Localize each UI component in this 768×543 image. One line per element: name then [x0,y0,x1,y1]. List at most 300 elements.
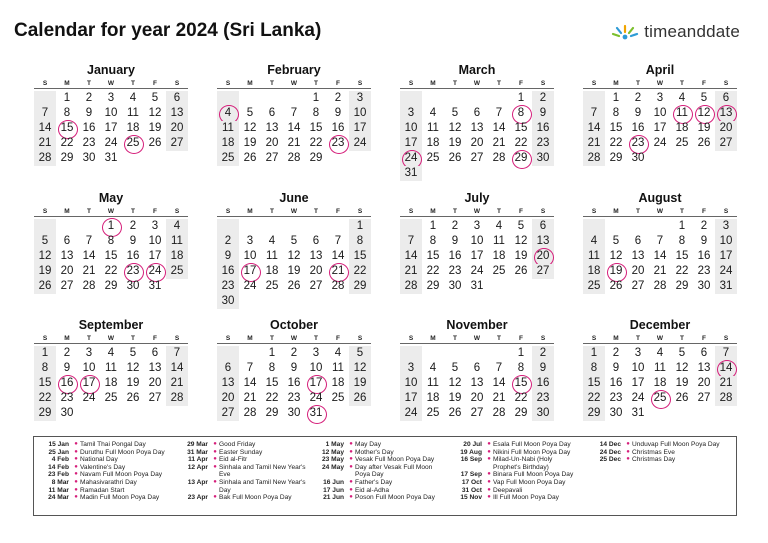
holiday-date: 24 Dec [599,448,621,456]
day-cell: 27 [217,406,239,421]
holiday-name: Good Friday [219,441,256,448]
legend-item [451,441,581,449]
weekday-header: M [247,80,253,87]
day-cell: 22 [104,265,118,277]
weekday-header: S [723,208,729,215]
day-cell: 3 [107,92,115,104]
day-cell: 27 [697,392,711,404]
day-cell: 11 [105,362,117,374]
weekday-header-row [583,79,737,89]
day-cell: 15 [426,250,440,262]
month-name: December [629,318,691,332]
day-cell: 30 [126,280,140,292]
legend-column [177,441,307,502]
day-cell: 14 [583,121,605,136]
empty-cell [327,219,349,234]
holiday-name: Sinhala and Tamil New Year's Day [219,478,306,494]
day-cell: 2 [612,347,620,359]
day-cell: 21 [287,137,301,149]
day-cell: 16 [331,122,345,134]
day-cell: 20 [697,377,711,389]
day-cell: 13 [697,362,711,374]
day-cell: 26 [148,137,162,149]
day-cell: 23 [60,392,74,404]
bullet-icon: ● [74,463,78,470]
holiday-day-cell: 21 [327,264,349,279]
weekday-header: S [225,80,231,87]
day-cell: 29 [675,280,689,292]
empty-cell [305,219,327,234]
day-cell: 6 [312,235,320,247]
day-cell: 8 [268,362,276,374]
day-cell: 22 [60,137,74,149]
day-cell: 2 [700,220,708,232]
holiday-name: Mahasivarathri Day [80,478,137,486]
holiday-date: 14 Feb [48,463,69,471]
day-cell: 8 [34,361,56,376]
holiday-day-cell: 23 [122,264,144,279]
weekday-header: T [131,335,135,342]
day-cell: 2 [634,92,642,104]
day-cell: 28 [492,407,506,419]
day-cell: 26 [126,392,140,404]
day-cell: 3 [349,91,371,106]
day-cell: 20 [715,121,737,136]
day-cell: 14 [400,249,422,264]
holiday-name: National Day [80,456,118,464]
day-cell: 19 [675,377,689,389]
bullet-icon: ● [487,448,491,455]
day-cell: 19 [34,264,56,279]
weekday-header: F [702,208,706,215]
day-cell: 14 [34,121,56,136]
legend-item [38,464,168,472]
day-cell: 21 [243,392,257,404]
day-cell: 27 [60,280,74,292]
day-cell: 23 [217,279,239,294]
legend-column [38,441,168,502]
legend-item [313,456,443,464]
weekday-header: S [540,208,546,215]
day-cell: 23 [287,392,301,404]
day-cell: 7 [583,106,605,121]
day-cell: 15 [309,122,323,134]
holiday-day-cell: 11 [671,106,693,121]
weekday-header: F [153,208,157,215]
weekday-header: M [430,335,436,342]
weekday-header-row [400,79,554,89]
day-cell: 11 [654,362,666,374]
day-cell: 25 [217,151,239,166]
bullet-icon: ● [213,463,217,470]
day-cell: 6 [63,235,71,247]
legend-item [177,449,307,457]
day-cell: 25 [583,279,605,294]
legend-item [177,494,307,502]
day-cell: 26 [34,279,56,294]
holiday-date: 31 Mar [187,448,208,456]
day-cell: 20 [309,265,323,277]
holiday-date: 24 Mar [48,494,69,502]
weekday-header: T [453,208,457,215]
day-cell: 30 [287,407,301,419]
holiday-day-cell: 29 [510,151,532,166]
day-cell: 21 [82,265,96,277]
day-cell: 29 [309,152,323,164]
day-cell: 5 [34,234,56,249]
legend-item [177,456,307,464]
day-cell: 20 [470,137,484,149]
holiday-name: Nikini Full Moon Poya Day [493,448,571,456]
day-cell: 21 [492,137,506,149]
day-grid [34,91,188,166]
holiday-day-cell: 19 [605,264,627,279]
weekday-header: W [656,335,664,342]
day-cell: 29 [265,407,279,419]
bullet-icon: ● [349,486,353,493]
day-cell: 31 [104,152,118,164]
day-cell: 5 [129,347,137,359]
day-cell: 22 [426,265,440,277]
legend-item [313,441,443,449]
day-cell: 3 [400,361,422,376]
day-cell: 10 [470,235,484,247]
weekday-header: T [87,335,91,342]
day-cell: 27 [265,152,279,164]
day-cell: 8 [612,107,620,119]
bullet-icon: ● [349,463,353,470]
day-cell: 24 [653,137,667,149]
day-cell: 18 [492,250,506,262]
day-cell: 9 [129,235,137,247]
day-cell: 22 [583,391,605,406]
weekday-header-row [34,79,188,89]
day-cell: 6 [268,107,276,119]
day-cell: 4 [268,235,276,247]
day-cell: 8 [678,235,686,247]
day-cell: 9 [290,362,298,374]
weekday-header: W [107,80,115,87]
holiday-day-cell: 15 [56,121,78,136]
weekday-header: M [64,335,70,342]
empty-cell [217,91,239,106]
day-cell: 5 [290,235,298,247]
day-cell: 18 [331,377,345,389]
day-grid [34,346,188,421]
day-cell: 20 [631,265,645,277]
day-cell: 11 [166,234,188,249]
holiday-name: Binara Full Moon Poya Day [493,471,574,479]
month-name: June [279,191,309,205]
day-cell: 17 [148,250,162,262]
day-cell: 18 [426,137,440,149]
day-cell: 4 [429,107,437,119]
day-cell: 7 [34,106,56,121]
day-cell: 12 [675,362,689,374]
holiday-date: 11 Apr [188,456,208,464]
weekday-header: M [613,80,619,87]
legend-item [313,494,443,502]
weekday-header: S [723,80,729,87]
holiday-day-cell: 16 [56,376,78,391]
day-cell: 10 [104,107,118,119]
holiday-date: 20 Jul [463,441,482,448]
day-cell: 26 [609,280,623,292]
holiday-date: 15 Nov [460,494,482,502]
legend-item [38,441,168,449]
bullet-icon: ● [487,441,491,447]
day-cell: 26 [287,280,301,292]
holiday-date: 16 Jun [323,478,344,486]
day-cell: 13 [309,250,323,262]
month-june [217,190,371,309]
day-cell: 30 [60,407,74,419]
empty-cell [34,219,56,234]
holiday-day-cell: 17 [78,376,100,391]
day-cell: 22 [349,264,371,279]
month-name: November [446,318,508,332]
day-cell: 8 [517,362,525,374]
legend-item [38,471,168,479]
day-cell: 13 [631,250,645,262]
weekday-header: S [42,335,48,342]
day-cell: 13 [60,250,74,262]
legend-item [38,456,168,464]
day-cell: 24 [104,137,118,149]
bullet-icon: ● [349,441,353,447]
holiday-date: 29 Mar [187,441,208,448]
day-cell: 15 [514,122,528,134]
day-cell: 11 [127,107,139,119]
bullet-icon: ● [213,494,217,501]
day-cell: 28 [400,279,422,294]
day-cell: 14 [287,122,301,134]
day-cell: 11 [266,250,278,262]
weekday-header: F [336,208,340,215]
weekday-header-row [217,334,371,344]
weekday-header: F [519,208,523,215]
day-grid [34,219,188,294]
day-cell: 6 [473,107,481,119]
weekday-header: W [290,335,298,342]
day-cell: 25 [426,407,440,419]
day-cell: 10 [349,106,371,121]
day-cell: 27 [631,280,645,292]
day-cell: 18 [126,122,140,134]
day-cell: 12 [126,362,140,374]
weekday-header: W [473,335,481,342]
day-cell: 1 [312,92,320,104]
weekday-header: M [247,335,253,342]
day-cell: 15 [265,377,279,389]
day-cell: 9 [63,362,71,374]
day-cell: 16 [532,121,554,136]
day-cell: 2 [334,92,342,104]
day-cell: 6 [166,91,188,106]
day-grid [583,219,737,294]
weekday-header: S [225,208,231,215]
weekday-header: S [42,208,48,215]
weekday-header: M [247,208,253,215]
day-cell: 4 [656,347,664,359]
day-cell: 6 [715,91,737,106]
day-cell: 4 [583,234,605,249]
day-cell: 1 [612,92,620,104]
day-cell: 18 [217,136,239,151]
day-cell: 11 [217,121,239,136]
weekday-header: S [723,335,729,342]
day-cell: 10 [148,235,162,247]
day-cell: 30 [532,406,554,421]
day-cell: 13 [166,106,188,121]
day-cell: 28 [492,152,506,164]
holiday-name: Vesak Full Moon Poya Day [355,456,435,464]
day-cell: 3 [85,347,93,359]
day-cell: 20 [60,265,74,277]
holiday-day-cell: 24 [400,151,422,166]
empty-cell [400,346,422,361]
holiday-day-cell: 20 [532,249,554,264]
empty-cell [217,219,239,234]
weekday-header: S [408,335,414,342]
day-cell: 20 [166,121,188,136]
day-cell: 14 [653,250,667,262]
weekday-header: T [453,80,457,87]
empty-cell [488,346,510,361]
holiday-date: 25 Jan [48,448,69,456]
day-cell: 5 [678,347,686,359]
weekday-header: S [174,80,180,87]
day-cell: 7 [334,235,342,247]
day-cell: 7 [400,234,422,249]
weekday-header: T [131,80,135,87]
holiday-date: 23 May [322,456,344,464]
day-grid [400,219,554,294]
weekday-header: F [336,80,340,87]
day-cell: 23 [448,265,462,277]
weekday-header: M [430,208,436,215]
day-cell: 16 [448,250,462,262]
weekday-header: W [290,80,298,87]
day-cell: 25 [265,280,279,292]
day-cell: 1 [678,220,686,232]
bullet-icon: ● [74,448,78,455]
holiday-day-cell: 15 [510,376,532,391]
sun-ray-icon [610,22,640,42]
day-cell: 5 [451,107,459,119]
holiday-name: Valentine's Day [80,463,126,471]
day-cell: 17 [104,122,118,134]
empty-cell [422,346,444,361]
weekday-header: W [473,80,481,87]
holiday-name: Deepavali [493,486,523,494]
day-cell: 16 [532,376,554,391]
day-cell: 10 [82,362,96,374]
day-cell: 12 [34,249,56,264]
bullet-icon: ● [626,456,630,463]
day-cell: 6 [634,235,642,247]
day-cell: 18 [583,264,605,279]
bullet-icon: ● [349,448,353,455]
legend-item [38,479,168,487]
holiday-name: Duruthu Full Moon Poya Day [80,448,165,456]
day-cell: 10 [400,376,422,391]
day-cell: 24 [243,280,257,292]
day-cell: 19 [448,137,462,149]
weekday-header: S [591,208,597,215]
weekday-header: T [680,80,684,87]
weekday-header: F [702,80,706,87]
weekday-header: M [613,208,619,215]
day-cell: 4 [429,362,437,374]
weekday-header: S [225,335,231,342]
holiday-name: Sinhala and Tamil New Year's Eve [219,463,306,479]
day-cell: 13 [470,377,484,389]
day-cell: 1 [517,347,525,359]
day-cell: 6 [532,219,554,234]
holiday-name: Eid al-Adha [355,486,390,494]
day-grid [583,91,737,166]
day-cell: 30 [82,152,96,164]
brand-logo[interactable] [610,22,740,42]
month-name: January [87,63,135,77]
legend-item [451,479,581,487]
weekday-header: T [131,208,135,215]
weekday-header-row [583,207,737,217]
day-cell: 28 [715,391,737,406]
day-cell: 3 [246,235,254,247]
day-cell: 23 [532,136,554,151]
day-cell: 14 [492,377,506,389]
weekday-header: S [357,335,363,342]
holiday-date: 17 Oct [461,478,482,486]
legend-item [451,471,581,479]
legend-item [38,487,168,495]
holiday-name: Poson Full Moon Poya Day [355,494,435,502]
day-cell: 10 [715,234,737,249]
bullet-icon: ● [74,441,78,447]
day-cell: 27 [309,280,323,292]
day-cell: 20 [217,391,239,406]
month-october [217,317,371,421]
empty-cell [217,346,239,361]
day-cell: 7 [656,235,664,247]
bullet-icon: ● [74,494,78,501]
day-cell: 22 [34,391,56,406]
day-cell: 4 [678,92,686,104]
legend-item [313,487,443,495]
holiday-day-cell: 13 [715,106,737,121]
day-cell: 1 [63,92,71,104]
day-cell: 8 [349,234,371,249]
day-cell: 1 [583,346,605,361]
day-cell: 13 [532,234,554,249]
day-cell: 12 [148,107,162,119]
holiday-date: 24 May [322,463,344,471]
empty-cell [56,219,78,234]
day-cell: 18 [426,392,440,404]
day-cell: 2 [63,347,71,359]
day-cell: 21 [715,376,737,391]
weekday-header-row [217,79,371,89]
day-cell: 14 [82,250,96,262]
day-cell: 22 [514,137,528,149]
day-cell: 29 [349,279,371,294]
day-grid [217,219,371,309]
day-cell: 24 [470,265,484,277]
day-cell: 15 [675,250,689,262]
holiday-date: 12 Apr [187,463,208,471]
